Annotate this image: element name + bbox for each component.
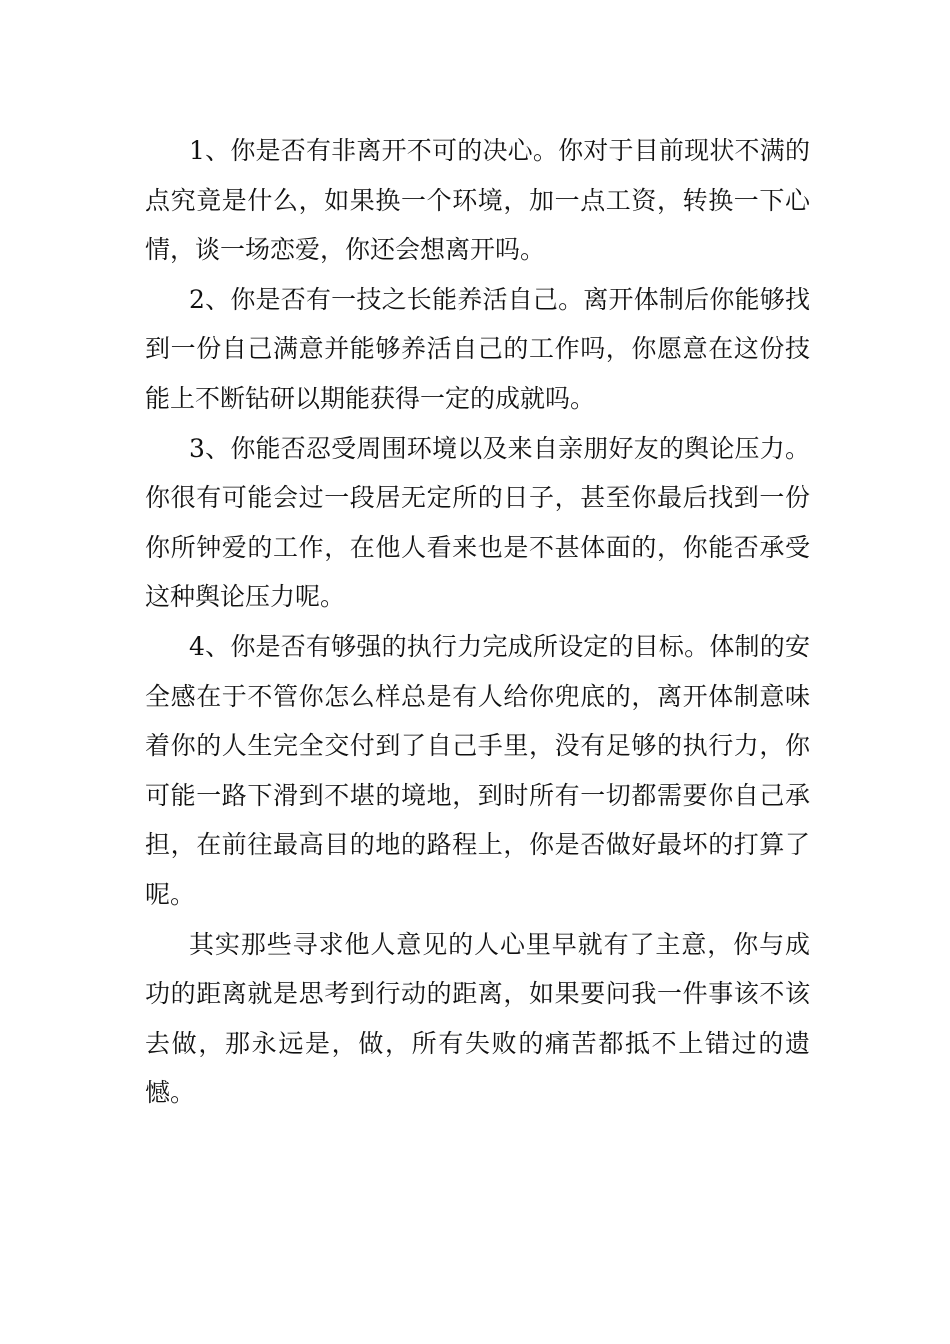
paragraph-question-3: 3、你能否忍受周围环境以及来自亲朋好友的舆论压力。你很有可能会过一段居无定所的日子，甚至你最后找到一份你所钟爱的工作，在他人看来也是不甚体面的，你能否承受这种舆论压力呢。: [145, 433, 810, 612]
paragraph-conclusion: 其实那些寻求他人意见的人心里早就有了主意，你与成功的距离就是思考到行动的距离，如果要问我一件事该不该去做，那永远是，做，所有失败的痛苦都抵不上错过的遗憾。: [145, 929, 810, 1108]
paragraph-question-1: 1、你是否有非离开不可的决心。你对于目前现状不满的点究竟是什么，如果换一个环境，加一点工资，转换一下心情，谈一场恋爱，你还会想离开吗。: [145, 136, 810, 265]
paragraph-question-2: 2、你是否有一技之长能养活自己。离开体制后你能够找到一份自己满意并能够养活自己的工作吗，你愿意在这份技能上不断钻研以期能获得一定的成就吗。: [145, 284, 810, 413]
document-body: [145, 126, 810, 1118]
paragraph-question-4: 4、你是否有够强的执行力完成所设定的目标。体制的安全感在于不管你怎么样总是有人给你兜底的，离开体制意味着你的人生完全交付到了自己手里，没有足够的执行力，你可能一路下滑到不堪的境地，到时所有一切都需要你自己承担，在前往最高目的地的路程上，你是否做好最坏的打算了呢。: [145, 631, 810, 909]
